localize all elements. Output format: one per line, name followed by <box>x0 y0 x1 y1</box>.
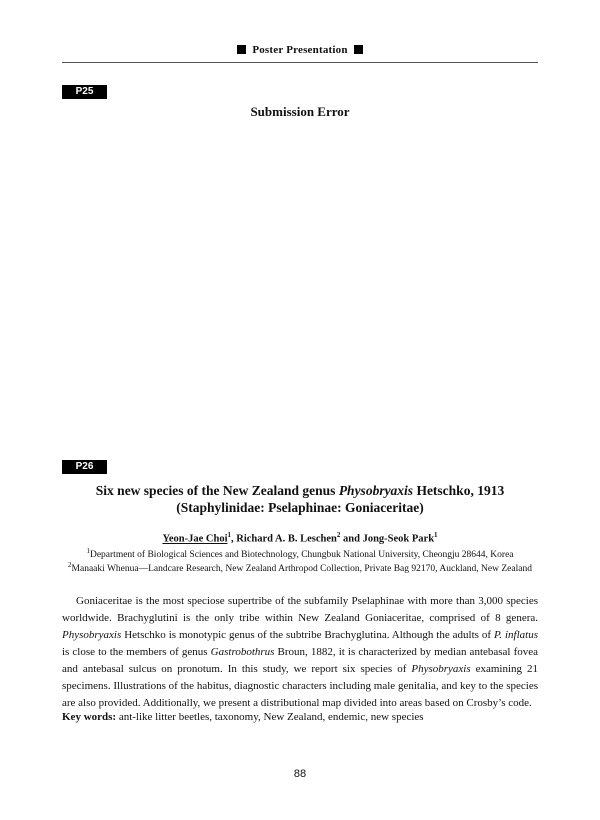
header-rule <box>62 62 538 63</box>
abstract-text: Goniaceritae is the most speciose supertribe of the subfamily Pselaphinae with more than 3,000 species worldwide. Brachyglutini is the only tribe within New Zealand Goniaceritae, comprised of 8 genera. <box>62 595 538 624</box>
keywords <box>62 709 538 726</box>
affiliation-marker: 1 <box>227 531 231 539</box>
keywords-text: ant-like litter beetles, taxonomy, New Zealand, endemic, new species <box>116 711 424 723</box>
affiliation-text: Department of Biological Sciences and Biotechnology, Chungbuk National University, Cheongju 28644, Korea <box>89 550 514 561</box>
keywords-label: Key words: <box>62 711 117 723</box>
square-bullet-icon <box>354 45 363 54</box>
author: Jong-Seok Park <box>362 533 435 545</box>
poster-badge-p25: P25 <box>62 85 107 99</box>
affiliation-marker: 2 <box>68 561 72 569</box>
poster-badge-p26: P26 <box>62 460 107 474</box>
abstract-text: is close to the members of genus <box>62 646 211 658</box>
affiliation-marker: 1 <box>86 547 90 555</box>
p25-title: Submission Error <box>250 104 350 119</box>
title-taxonomy: (Staphylinidae: Pselaphinae: Goniaceritae) <box>176 500 424 515</box>
running-header <box>0 44 600 56</box>
abstract-taxon: Physobryaxis <box>411 663 471 675</box>
title-text: Six new species of the New Zealand genus <box>95 483 339 498</box>
p26-title <box>70 482 530 516</box>
header-title: Poster Presentation <box>252 44 348 56</box>
affiliation <box>62 559 538 576</box>
abstract <box>62 593 538 712</box>
abstract-text: Hetschko is monotypic genus of the subtribe Brachyglutina. Although the adults of <box>121 629 494 641</box>
abstract-taxon: Gastrobothrus <box>210 646 275 658</box>
affiliation-marker: 2 <box>336 531 341 539</box>
author-separator: and <box>340 533 363 545</box>
author-separator: , <box>231 533 237 545</box>
affiliation-text: Manaaki Whenua—Landcare Research, New Zealand Arthropod Collection, Private Bag 92170, Auckland, New Zealand <box>71 564 532 575</box>
square-bullet-icon <box>237 45 246 54</box>
abstract-text: Broun, 1882, it is characterized by median antebasal fovea and antebasal sulcus on pronotum. In this study, we report six species of <box>62 646 538 675</box>
title-text: Hetschko, 1913 <box>413 483 505 498</box>
page-number: 88 <box>293 768 307 780</box>
abstract-taxon: Physobryaxis <box>62 629 122 641</box>
affiliation-marker: 1 <box>434 531 438 539</box>
author-list <box>0 531 600 545</box>
abstract-taxon: P. inflatus <box>494 629 538 641</box>
author: Richard A. B. Leschen <box>236 533 337 545</box>
abstract-text: examining 21 specimens. Illustrations of the habitus, diagnostic characters including male genitalia, and key to the species are also provided. Additionally, we present a distributional map divided into areas based on Crosby’s code. <box>62 663 538 709</box>
author-presenting: Yeon-Jae Choi <box>162 533 228 545</box>
title-genus: Physobryaxis <box>338 483 414 498</box>
